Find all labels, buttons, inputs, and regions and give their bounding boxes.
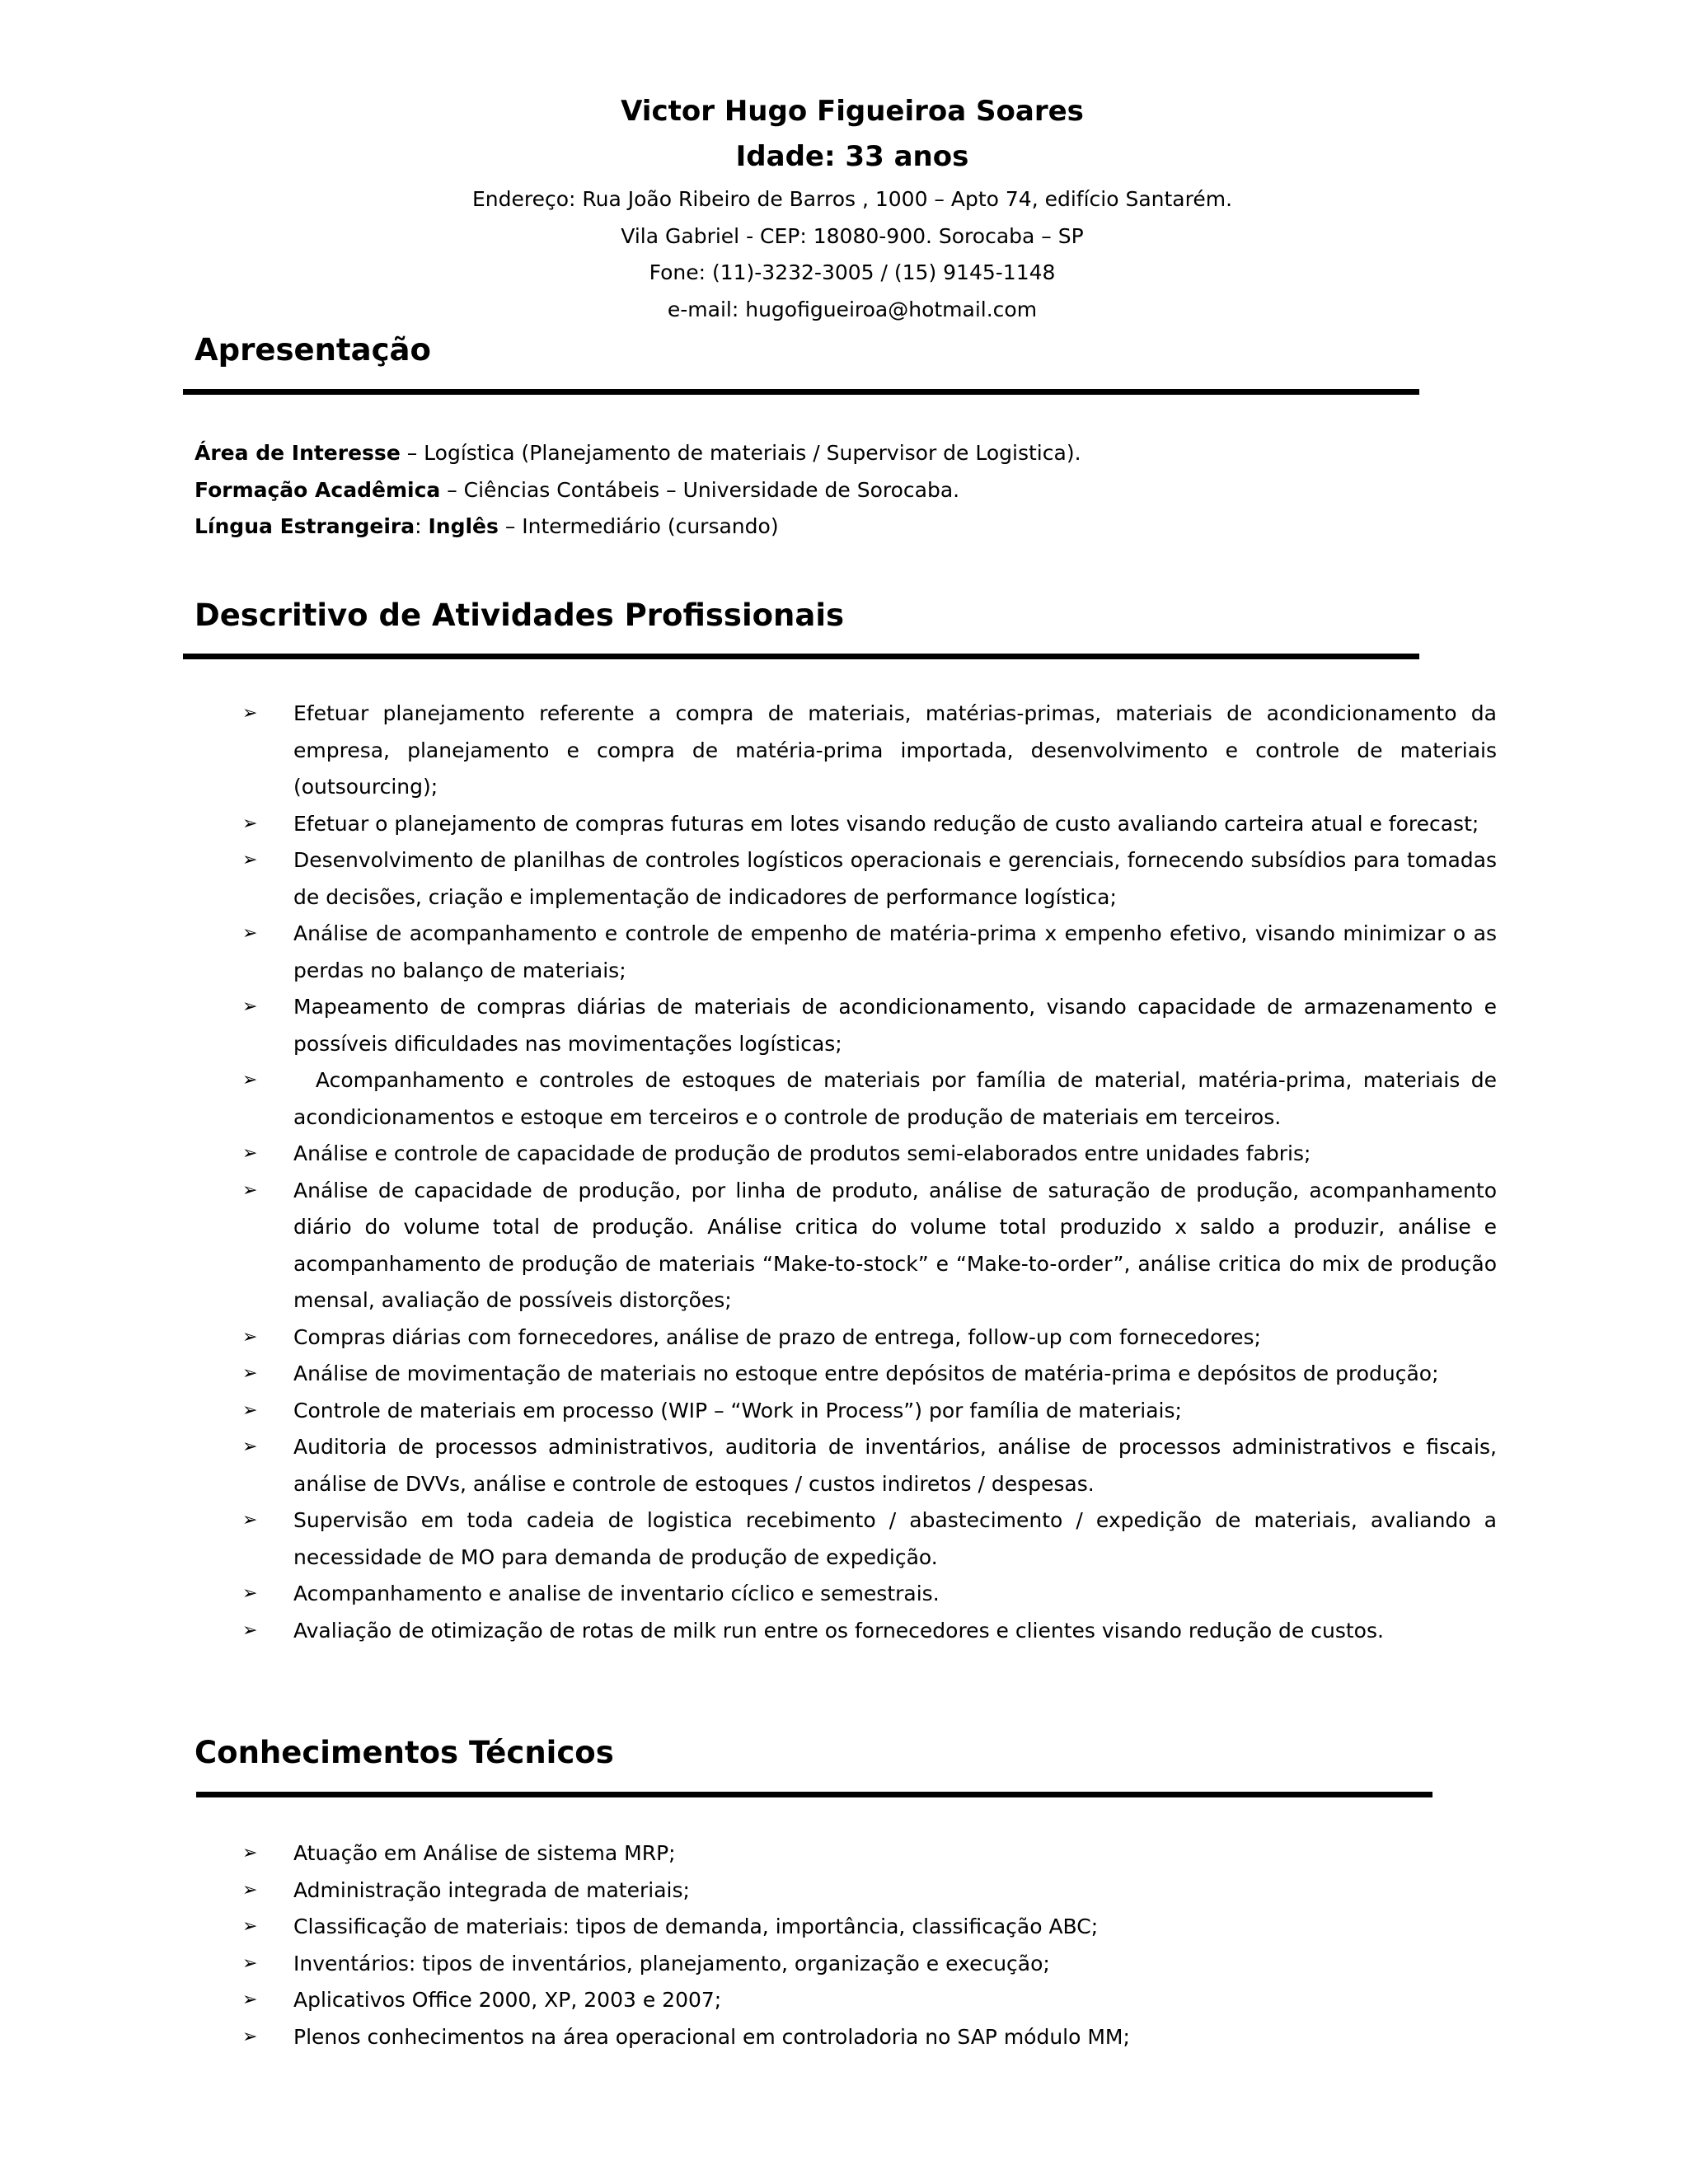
formacao-label: Formação Acadêmica: [195, 477, 441, 502]
arrowhead-bullet-icon: ➢: [242, 2026, 258, 2047]
list-item-text: Plenos conhecimentos na área operacional em controladoria no SAP módulo MM;: [293, 2024, 1130, 2049]
arrowhead-bullet-icon: ➢: [242, 703, 258, 724]
arrowhead-bullet-icon: ➢: [242, 1952, 258, 1974]
list-item-text: Compras diárias com fornecedores, análise de prazo de entrega, follow-up com fornecedores;: [293, 1324, 1261, 1349]
list-item-text: Análise de capacidade de produção, por linha de produto, análise de saturação de produção, acompanhamento diário do volume total de produção. Análise critica do volume total produzido x saldo a produzir, análise e acompanhamento de produção de materiais “Make-to-stock” e “Make-to-order”, análise critica do mix de produção mensal, avaliação de possíveis distorções;: [293, 1178, 1503, 1312]
arrowhead-bullet-icon: ➢: [242, 1583, 258, 1604]
list-item-text: Análise e controle de capacidade de produção de produtos semi-elaborados entre unidades fabris;: [293, 1141, 1311, 1165]
arrowhead-bullet-icon: ➢: [242, 1436, 258, 1457]
atividade-list-item: [242, 916, 1503, 989]
conhecimento-list-item: [242, 1835, 1497, 1872]
atividade-list-item: [242, 1356, 1497, 1393]
list-item-text: Análise de movimentação de materiais no estoque entre depósitos de matéria-prima e depósitos de produção;: [293, 1361, 1439, 1385]
candidate-age: Idade: 33 anos: [735, 140, 969, 173]
conhecimento-list-item: [242, 2019, 1497, 2056]
candidate-name: Victor Hugo Figueiroa Soares: [621, 95, 1084, 128]
atividade-list-item: [242, 842, 1503, 916]
conhecimento-list-item: [242, 1982, 1497, 2019]
list-item-text: Auditoria de processos administrativos, auditoria de inventários, análise de processos administrativos e fiscais, análise de DVVs, análise e controle de estoques / custos indiretos / despesas.: [293, 1435, 1503, 1496]
list-item-text: Atuação em Análise de sistema MRP;: [293, 1841, 676, 1865]
area-interesse-row: [195, 435, 1081, 472]
arrowhead-bullet-icon: ➢: [242, 1990, 258, 2010]
presentation-info: [195, 435, 1081, 546]
arrowhead-bullet-icon: ➢: [242, 1070, 258, 1090]
atividade-list-item: [242, 989, 1503, 1062]
list-item-text: Acompanhamento e controles de estoques de materiais por família de material, matéria-prima, materiais de acondicionamentos e estoque em terceiros e o controle de produção de materiais em terceiros.: [293, 1068, 1503, 1129]
lingua-language: Inglês: [428, 514, 499, 538]
arrowhead-bullet-icon: ➢: [242, 850, 258, 870]
arrowhead-bullet-icon: ➢: [242, 923, 258, 944]
address-line-1: Endereço: Rua João Ribeiro de Barros , 1000 – Apto 74, edifício Santarém.: [471, 187, 1233, 211]
email-line: e-mail: hugofigueiroa@hotmail.com: [667, 297, 1038, 321]
atividade-list-item: [242, 696, 1503, 806]
arrowhead-bullet-icon: ➢: [242, 1879, 258, 1900]
section-title-apresentacao: Apresentação: [195, 332, 431, 368]
list-item-text: Efetuar o planejamento de compras futuras em lotes visando redução de custo avaliando carteira atual e forecast;: [293, 811, 1479, 836]
arrowhead-bullet-icon: ➢: [242, 1399, 258, 1421]
area-interesse-value: – Logística (Planejamento de materiais / Supervisor de Logistica).: [400, 441, 1081, 465]
arrowhead-bullet-icon: ➢: [242, 1843, 258, 1863]
arrowhead-bullet-icon: ➢: [242, 1619, 258, 1641]
lingua-value: – Intermediário (cursando): [498, 514, 779, 538]
arrowhead-bullet-icon: ➢: [242, 1143, 258, 1164]
atividade-list-item: [242, 1319, 1497, 1357]
atividade-list-item: [242, 1429, 1503, 1502]
section-divider: [183, 389, 1419, 395]
section-divider: [183, 654, 1419, 659]
atividade-list-item: [242, 1502, 1503, 1576]
atividade-list-item: [242, 1613, 1497, 1650]
list-item-text: Análise de acompanhamento e controle de empenho de matéria-prima x empenho efetivo, visando minimizar o as perdas no balanço de materiais;: [293, 921, 1503, 982]
area-interesse-label: Área de Interesse: [195, 441, 401, 465]
list-item-text: Efetuar planejamento referente a compra de materiais, matérias-primas, materiais de acondicionamento da empresa, planejamento e compra de matéria-prima importada, desenvolvimento e controle de materiais (outsourcing);: [293, 701, 1503, 799]
arrowhead-bullet-icon: ➢: [242, 1916, 258, 1937]
conhecimento-list-item: [242, 1946, 1497, 1983]
list-item-text: Avaliação de otimização de rotas de milk run entre os fornecedores e clientes visando redução de custos.: [293, 1618, 1384, 1643]
atividade-list-item: [242, 1576, 1497, 1613]
address-line-2: Vila Gabriel - CEP: 18080-900. Sorocaba – SP: [621, 223, 1084, 248]
list-item-text: Acompanhamento e analise de inventario cíclico e semestrais.: [293, 1582, 940, 1605]
list-item-text: Administração integrada de materiais;: [293, 1877, 690, 1902]
list-item-text: Inventários: tipos de inventários, planejamento, organização e execução;: [293, 1951, 1050, 1975]
lingua-separator: :: [415, 514, 429, 538]
atividades-list: [242, 696, 1503, 1649]
arrowhead-bullet-icon: ➢: [242, 1363, 258, 1384]
arrowhead-bullet-icon: ➢: [242, 1179, 258, 1201]
lingua-row: [195, 509, 1081, 546]
section-title-conhecimentos: Conhecimentos Técnicos: [195, 1735, 614, 1770]
atividade-list-item: [242, 806, 1497, 843]
atividade-list-item: [242, 1173, 1503, 1319]
phone-line: Fone: (11)-3232-3005 / (15) 9145-1148: [649, 260, 1056, 284]
list-item-text: Supervisão em toda cadeia de logistica recebimento / abastecimento / expedição de materiais, avaliando a necessidade de MO para demanda de produção de expedição.: [293, 1508, 1503, 1569]
section-divider: [196, 1792, 1432, 1797]
arrowhead-bullet-icon: ➢: [242, 996, 258, 1017]
atividade-list-item: [242, 1136, 1497, 1173]
conhecimento-list-item: [242, 1909, 1497, 1946]
arrowhead-bullet-icon: ➢: [242, 1326, 258, 1347]
list-item-text: Aplicativos Office 2000, XP, 2003 e 2007;: [293, 1988, 722, 2012]
arrowhead-bullet-icon: ➢: [242, 1510, 258, 1530]
lingua-label: Língua Estrangeira: [195, 514, 415, 538]
formacao-row: [195, 472, 1081, 509]
list-item-text: Classificação de materiais: tipos de demanda, importância, classificação ABC;: [293, 1915, 1099, 1938]
arrowhead-bullet-icon: ➢: [242, 813, 258, 834]
resume-header: [0, 91, 1688, 328]
atividade-list-item: [242, 1393, 1497, 1430]
conhecimento-list-item: [242, 1872, 1497, 1910]
list-item-text: Desenvolvimento de planilhas de controles logísticos operacionais e gerenciais, fornecendo subsídios para tomadas de decisões, criação e implementação de indicadores de performance logística;: [293, 848, 1503, 909]
formacao-value: – Ciências Contábeis – Universidade de Sorocaba.: [440, 477, 960, 502]
atividade-list-item: [242, 1062, 1503, 1136]
list-item-text: Controle de materiais em processo (WIP – “Work in Process”) por família de materiais;: [293, 1398, 1182, 1422]
section-title-atividades: Descritivo de Atividades Profissionais: [195, 598, 845, 633]
conhecimentos-list: [242, 1835, 1497, 2055]
list-item-text: Mapeamento de compras diárias de materiais de acondicionamento, visando capacidade de armazenamento e possíveis dificuldades nas movimentações logísticas;: [293, 995, 1503, 1056]
